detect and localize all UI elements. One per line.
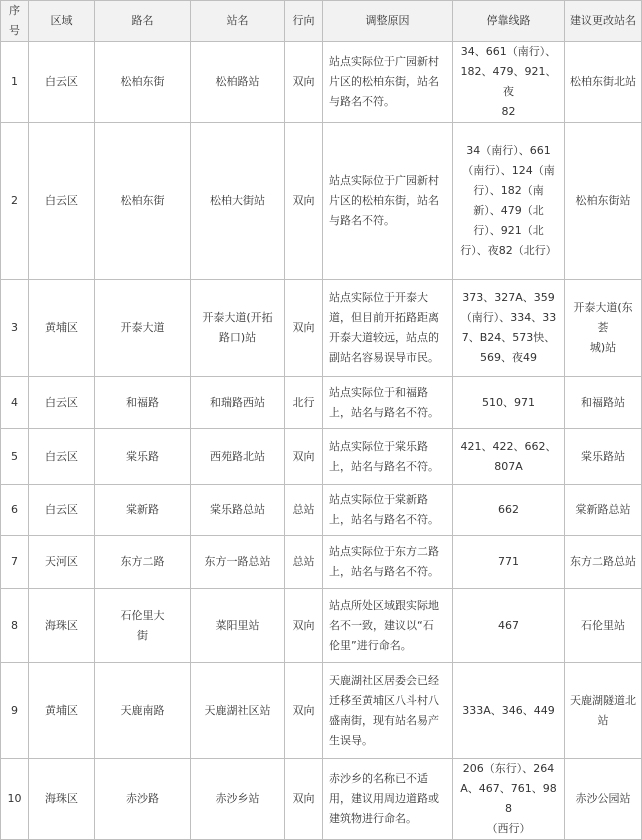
cell-reason: 站点实际位于广园新村 片区的松柏东街，站名 与路名不符。 bbox=[323, 123, 453, 280]
table-row bbox=[1, 589, 642, 663]
cell-road: 天鹿南路 bbox=[95, 663, 191, 759]
cell-road: 东方二路 bbox=[95, 536, 191, 589]
cell-index: 5 bbox=[1, 429, 29, 485]
header-reason: 调整原因 bbox=[323, 1, 453, 42]
cell-direction: 总站 bbox=[285, 536, 323, 589]
cell-road: 棠新路 bbox=[95, 485, 191, 536]
cell-suggested: 棠新路总站 bbox=[565, 485, 642, 536]
cell-direction: 双向 bbox=[285, 759, 323, 840]
cell-district: 海珠区 bbox=[29, 589, 95, 663]
cell-suggested: 石伦里站 bbox=[565, 589, 642, 663]
cell-station: 西苑路北站 bbox=[191, 429, 285, 485]
cell-routes: 662 bbox=[453, 485, 565, 536]
cell-direction: 双向 bbox=[285, 589, 323, 663]
cell-routes: 34、661（南行）、 182、479、921、夜 82 bbox=[453, 42, 565, 123]
cell-index: 7 bbox=[1, 536, 29, 589]
cell-road: 和福路 bbox=[95, 377, 191, 429]
cell-station: 棠乐路总站 bbox=[191, 485, 285, 536]
table-row bbox=[1, 485, 642, 536]
cell-station: 东方一路总站 bbox=[191, 536, 285, 589]
cell-station: 松柏大街站 bbox=[191, 123, 285, 280]
table-row bbox=[1, 280, 642, 377]
cell-district: 海珠区 bbox=[29, 759, 95, 840]
cell-station: 菜阳里站 bbox=[191, 589, 285, 663]
cell-district: 白云区 bbox=[29, 42, 95, 123]
cell-suggested: 和福路站 bbox=[565, 377, 642, 429]
cell-routes: 34（南行）、661 （南行）、124（南 行）、182（南 新）、479（北 行）、921（北 行）、夜82（北行） bbox=[453, 123, 565, 280]
cell-direction: 双向 bbox=[285, 429, 323, 485]
cell-direction: 北行 bbox=[285, 377, 323, 429]
header-direction: 行向 bbox=[285, 1, 323, 42]
cell-direction: 双向 bbox=[285, 123, 323, 280]
table-row bbox=[1, 663, 642, 759]
cell-index: 2 bbox=[1, 123, 29, 280]
cell-index: 3 bbox=[1, 280, 29, 377]
cell-reason: 天鹿湖社区居委会已经 迁移至黄埔区八斗村八 盛南街，现有站名易产 生误导。 bbox=[323, 663, 453, 759]
table-row bbox=[1, 377, 642, 429]
cell-reason: 站点实际位于棠乐路 上，站名与路名不符。 bbox=[323, 429, 453, 485]
header-district: 区域 bbox=[29, 1, 95, 42]
cell-direction: 双向 bbox=[285, 280, 323, 377]
cell-routes: 333A、346、449 bbox=[453, 663, 565, 759]
cell-routes: 771 bbox=[453, 536, 565, 589]
cell-road: 赤沙路 bbox=[95, 759, 191, 840]
cell-district: 黄埔区 bbox=[29, 280, 95, 377]
cell-index: 8 bbox=[1, 589, 29, 663]
table-row bbox=[1, 42, 642, 123]
cell-station: 开泰大道(开拓 路口)站 bbox=[191, 280, 285, 377]
cell-index: 9 bbox=[1, 663, 29, 759]
header-suggested: 建议更改站名 bbox=[565, 1, 642, 42]
cell-reason: 站点实际位于和福路 上，站名与路名不符。 bbox=[323, 377, 453, 429]
table-row bbox=[1, 759, 642, 840]
cell-station: 赤沙乡站 bbox=[191, 759, 285, 840]
cell-index: 1 bbox=[1, 42, 29, 123]
cell-road: 棠乐路 bbox=[95, 429, 191, 485]
cell-routes: 421、422、662、807A bbox=[453, 429, 565, 485]
cell-district: 天河区 bbox=[29, 536, 95, 589]
header-station: 站名 bbox=[191, 1, 285, 42]
table-row bbox=[1, 536, 642, 589]
cell-suggested: 松柏东街站 bbox=[565, 123, 642, 280]
cell-district: 白云区 bbox=[29, 377, 95, 429]
cell-suggested: 赤沙公园站 bbox=[565, 759, 642, 840]
cell-index: 4 bbox=[1, 377, 29, 429]
cell-reason: 站点实际位于东方二路 上，站名与路名不符。 bbox=[323, 536, 453, 589]
cell-index: 6 bbox=[1, 485, 29, 536]
cell-road: 开泰大道 bbox=[95, 280, 191, 377]
cell-routes: 206（东行）、264A、467、761、988 （西行） bbox=[453, 759, 565, 840]
cell-routes: 510、971 bbox=[453, 377, 565, 429]
header-road: 路名 bbox=[95, 1, 191, 42]
cell-road: 松柏东街 bbox=[95, 123, 191, 280]
cell-station: 和瑞路西站 bbox=[191, 377, 285, 429]
cell-direction: 双向 bbox=[285, 663, 323, 759]
cell-district: 白云区 bbox=[29, 123, 95, 280]
cell-reason: 站点实际位于广园新村 片区的松柏东街，站名 与路名不符。 bbox=[323, 42, 453, 123]
cell-suggested: 松柏东街北站 bbox=[565, 42, 642, 123]
cell-suggested: 开泰大道(东荟 城)站 bbox=[565, 280, 642, 377]
cell-district: 白云区 bbox=[29, 429, 95, 485]
cell-reason: 站点所处区域跟实际地 名不一致，建议以“石 伦里”进行命名。 bbox=[323, 589, 453, 663]
cell-routes: 467 bbox=[453, 589, 565, 663]
cell-reason: 站点实际位于开泰大 道，但目前开拓路距离 开泰大道较远，站点的 副站名容易误导市民。 bbox=[323, 280, 453, 377]
header-routes: 停靠线路 bbox=[453, 1, 565, 42]
cell-reason: 站点实际位于棠新路 上，站名与路名不符。 bbox=[323, 485, 453, 536]
header-index: 序 号 bbox=[1, 1, 29, 42]
table-header-row bbox=[1, 1, 642, 42]
table-row bbox=[1, 429, 642, 485]
cell-district: 白云区 bbox=[29, 485, 95, 536]
cell-district: 黄埔区 bbox=[29, 663, 95, 759]
cell-direction: 总站 bbox=[285, 485, 323, 536]
cell-direction: 双向 bbox=[285, 42, 323, 123]
cell-suggested: 东方二路总站 bbox=[565, 536, 642, 589]
cell-routes: 373、327A、359 （南行）、334、337、B24、573快、569、夜49 bbox=[453, 280, 565, 377]
cell-suggested: 棠乐路站 bbox=[565, 429, 642, 485]
table-row bbox=[1, 123, 642, 280]
cell-index: 10 bbox=[1, 759, 29, 840]
cell-road: 松柏东街 bbox=[95, 42, 191, 123]
cell-station: 松柏路站 bbox=[191, 42, 285, 123]
cell-road: 石伦里大 街 bbox=[95, 589, 191, 663]
cell-reason: 赤沙乡的名称已不适 用，建议用周边道路或 建筑物进行命名。 bbox=[323, 759, 453, 840]
cell-suggested: 天鹿湖隧道北 站 bbox=[565, 663, 642, 759]
cell-station: 天鹿湖社区站 bbox=[191, 663, 285, 759]
